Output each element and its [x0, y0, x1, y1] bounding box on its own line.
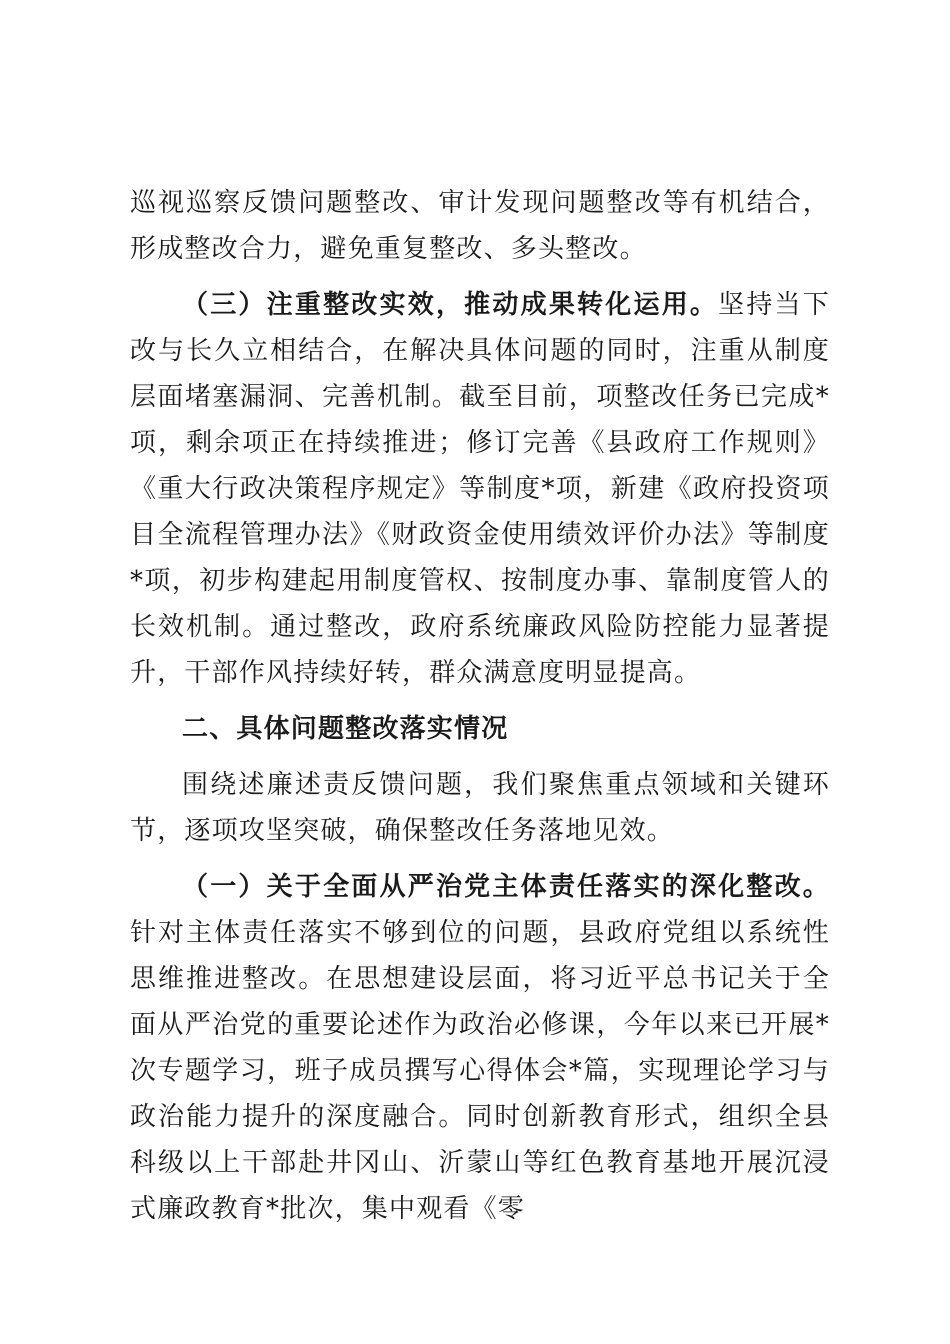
section-heading-inline: （一）关于全面从严治党主体责任落实的深化整改。: [182, 872, 830, 902]
paragraph-text: 巡视巡察反馈问题整改、审计发现问题整改等有机结合，形成整改合力，避免重复整改、多头整改。: [130, 188, 830, 264]
paragraph-continuation: [130, 180, 830, 272]
chapter-heading: 二、具体问题整改落实情况: [182, 714, 509, 744]
paragraph-subsection-1: [130, 864, 830, 1232]
paragraph-text: 针对主体责任落实不够到位的问题，县政府党组以系统性思维推进整改。在思想建设层面，将习近平总书记关于全面从严治党的重要论述作为政治必修课，今年以来已开展*次专题学习，班子成员撰写心得体会*篇，实现理论学习与政治能力提升的深度融合。同时创新教育形式，组织全县科级以上干部赴井冈山、沂蒙山等红色教育基地开展沉浸式廉政教育*批次，集中观看《零: [130, 918, 830, 1224]
section-heading-inline: （三）注重整改实效，推动成果转化运用。: [182, 290, 719, 320]
paragraph-intro: [130, 762, 830, 854]
paragraph-section-3: [130, 282, 830, 696]
paragraph-text: 围绕述廉述责反馈问题，我们聚焦重点领域和关键环节，逐项攻坚突破，确保整改任务落地见效。: [130, 770, 830, 846]
document-page: [130, 180, 830, 1232]
paragraph-text: 坚持当下改与长久立相结合，在解决具体问题的同时，注重从制度层面堵塞漏洞、完善机制。截至目前，项整改任务已完成*项，剩余项正在持续推进；修订完善《县政府工作规则》《重大行政决策程序规定》等制度*项，新建《政府投资项目全流程管理办法》《财政资金使用绩效评价办法》等制度*项，初步构建起用制度管权、按制度办事、靠制度管人的长效机制。通过整改，政府系统廉政风险防控能力显著提升，干部作风持续好转，群众满意度明显提高。: [130, 290, 830, 688]
